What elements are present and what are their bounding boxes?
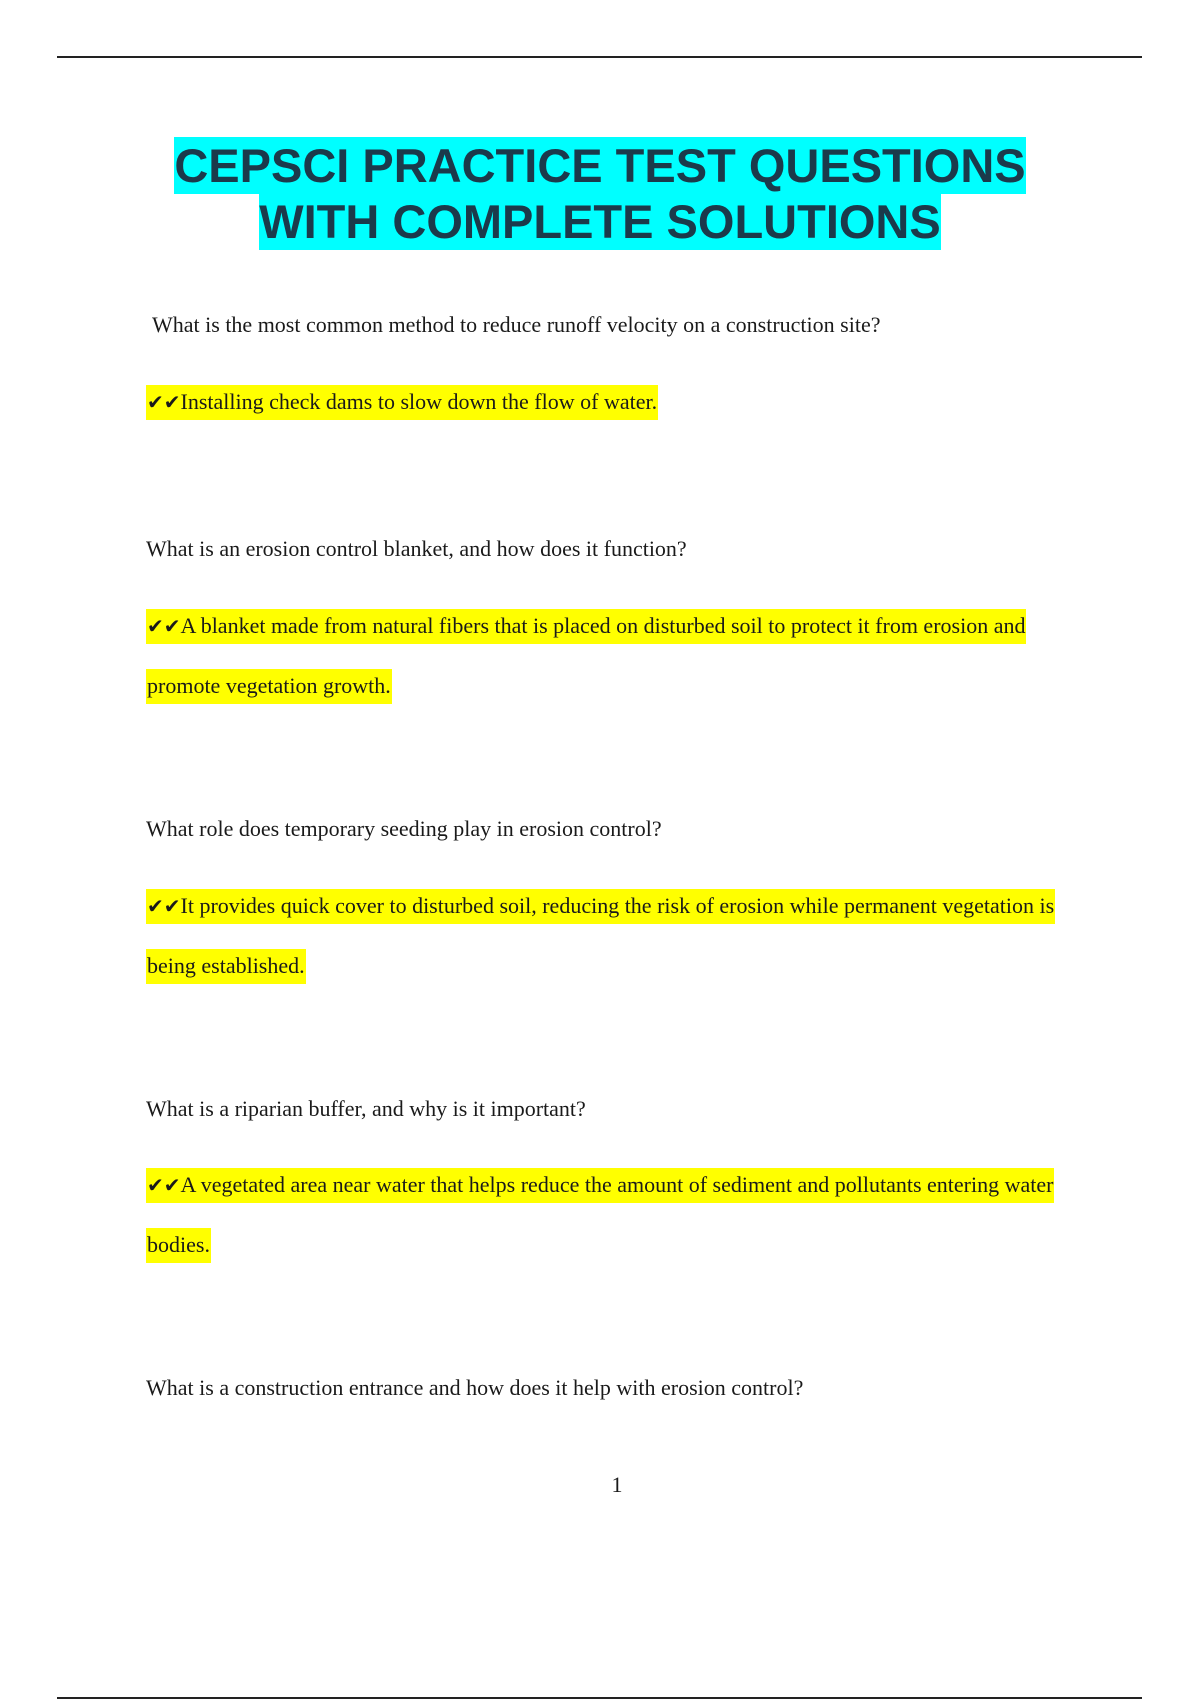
- title-line-2: WITH COMPLETE SOLUTIONS: [259, 195, 941, 248]
- check-mark-icon: ✔✔: [147, 390, 181, 414]
- check-mark-icon: ✔✔: [147, 614, 181, 638]
- header-rule: [57, 56, 1142, 58]
- answer-3-text: It provides quick cover to disturbed soil, reducing the risk of erosion while permanent vegetation is being established.: [147, 893, 1055, 978]
- page-number: 1: [611, 1472, 623, 1497]
- check-mark-icon: ✔✔: [147, 1173, 181, 1197]
- title-line-1: CEPSCI PRACTICE TEST QUESTIONS: [174, 139, 1026, 192]
- answer-1: [146, 372, 1086, 432]
- answer-1-text: Installing check dams to slow down the flow of water.: [180, 389, 658, 414]
- answer-2-text: A blanket made from natural fibers that is placed on disturbed soil to protect it from erosion and promote vegetation growth.: [147, 613, 1026, 698]
- question-5: What is a construction entrance and how does it help with erosion control?: [146, 1375, 804, 1400]
- answer-4: [146, 1155, 1096, 1275]
- answer-4-text: A vegetated area near water that helps reduce the amount of sediment and pollutants entering water bodies.: [147, 1172, 1054, 1257]
- footer-rule: [57, 1697, 1142, 1699]
- answer-3: [146, 876, 1086, 996]
- question-4: What is a riparian buffer, and why is it important?: [146, 1096, 586, 1121]
- check-mark-icon: ✔✔: [147, 894, 181, 918]
- question-3: What role does temporary seeding play in erosion control?: [146, 816, 662, 841]
- question-1: What is the most common method to reduce runoff velocity on a construction site?: [152, 312, 881, 337]
- question-2: What is an erosion control blanket, and how does it function?: [146, 536, 687, 561]
- document-title: [0, 138, 1200, 250]
- answer-2: [146, 596, 1086, 716]
